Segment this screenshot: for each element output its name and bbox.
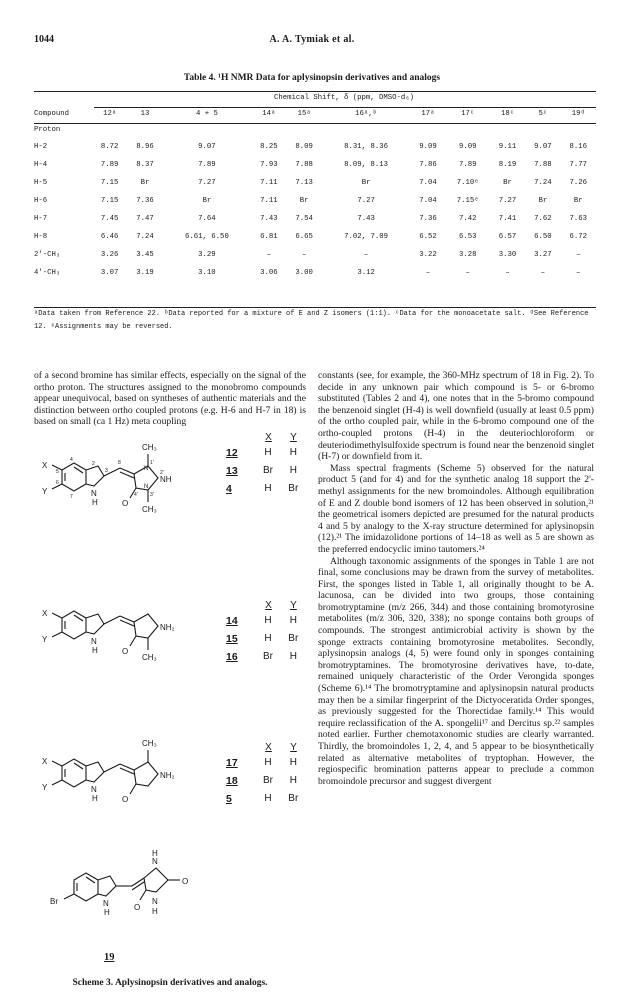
- shift-header: Chemical Shift, δ (ppm, DMSO-d₆): [273, 94, 415, 102]
- nh-label: NH: [160, 475, 172, 484]
- column-header: 14ᵃ: [262, 110, 276, 118]
- right-column-text: [318, 370, 594, 787]
- shift-cell: 8.19: [498, 161, 517, 169]
- carbonyl-bond: [140, 890, 146, 900]
- table-row: [34, 192, 596, 210]
- shift-cell: –: [576, 269, 581, 277]
- left-column-text: of a second bromine has similar effects, especially on the signal of the ortho proton. The structures assigned to the monobromo compounds appear unequivocal, based on syntheses of authentic materials and the distinction between ortho coupled protons (e.g. H-6 and H-7 in 18) is based on small (ca 1 Hz) meta coupling: [34, 370, 306, 428]
- table-row: [34, 264, 596, 282]
- structure-17-18-5: [52, 750, 158, 794]
- y-bond: [52, 632, 62, 637]
- pyrrole-ring: [86, 762, 104, 782]
- x-value: Br: [262, 651, 273, 662]
- shift-cell: 3.06: [260, 269, 278, 277]
- indole-n-label: N: [91, 785, 97, 794]
- pyrrole-ring: [98, 876, 116, 896]
- paragraph: Although taxonomic assignments of the sponges in Table 1 are not final, some conclusions may be drawn from the survey of metabolites. First, the sponges listed in Table 1, all originally thought to be A. lacunosa, can be divided into two groups, those containing bromotryptamine (m/z 266, 344) and those containing bromotyrosine metabolites (m/z 306, 320, 338); no sponge contains both groups of compounds. The strongest antimicrobial activity is shown by the sponge extracts containing bromotyrosine metabolites. Secondly, aplysinopsin analogs (4, 5) were found only in sponges containing bromotryptamines. The bromotyrosine derivatives have, to-date, remained uniquely characteristic of the Order Verongida sponges (Scheme 6).¹⁴ The bromotryptamine and aplysinopsin natural products may then be a similar fingerprint of the Dictyoceratida Order sponges, as previously suggested for the Thorectidae family.¹⁴ This would require reclassification of the A. spongelii¹⁷ and Dercitus sp.²² samples noted earlier. Further chemotaxonomic studies are clearly warranted. Thirdly, the bromoindoles 1, 2, 4, and 5 appear to be biosynthetically related as alternative metabolites of tryptophan. However, the regiospecific bromination patterns appear to preclude a common bromoindole precursor and suggest divergent: [318, 555, 594, 787]
- shift-cell: 7.89: [100, 161, 119, 169]
- column-header: 4 + 5: [195, 110, 218, 118]
- shift-cell: 3.10: [198, 269, 216, 277]
- table-row: [34, 210, 596, 228]
- shift-cell: 7.27: [498, 197, 517, 205]
- shift-header-row: [34, 90, 596, 106]
- x-bond: [52, 613, 62, 618]
- compound-header-row: [34, 106, 596, 122]
- indole-h-label: H: [104, 908, 110, 917]
- column-header: 12ᵃ: [103, 110, 117, 118]
- compound-number: 16: [226, 651, 238, 663]
- shift-cell: 6.46: [100, 233, 119, 241]
- paragraph: constants (see, for example, the 360-MHz spectrum of 18 in Fig. 2). To decide in any unknown pair which compound is 5- or 6-bromo substituted (Tables 2 and 4), one notes that in the 5-bromo compound the benzenoid singlet (H-4) is well downfield (usually at least 0.5 ppm) of the ortho coupled pair, while in the 6-bromo compound one of the ortho-coupled protons (H-4) in the deuteriochloroform or deuteriodimethylsulfoxide spectrum is found near the benzenoid singlet (H-7) or downfield from it.: [318, 370, 594, 463]
- shift-cell: 7.27: [198, 179, 216, 187]
- position-label: 4: [70, 457, 73, 463]
- shift-cell: 9.09: [458, 143, 477, 151]
- substituent-table-2: [226, 600, 306, 663]
- x-bond: [52, 761, 62, 766]
- n-label: N: [152, 857, 158, 866]
- column-header: 17ᶜ: [461, 110, 475, 118]
- shift-cell: Br: [299, 197, 309, 205]
- shift-cell: 7.11: [260, 197, 278, 205]
- proton-row-label: H-6: [34, 197, 48, 205]
- structure-19: [64, 868, 180, 901]
- shift-cell: 7.45: [100, 215, 119, 223]
- shift-cell: 3.26: [100, 251, 119, 259]
- shift-cell: 7.27: [357, 197, 375, 205]
- position-label: 2': [160, 470, 164, 476]
- table-footnotes: ᵃData taken from Reference 22. ᵇData reported for a mixture of E and Z isomers (1:1). ᶜData for the monoacetate salt. ᵈSee Reference 12. ᵉAssignments may be reversed.: [34, 310, 589, 331]
- shift-cell: 3.12: [357, 269, 375, 277]
- table-row: [34, 174, 596, 192]
- position-label: 3': [150, 492, 154, 498]
- proton-header-spacer: [92, 122, 596, 138]
- structure-12-13-4: [52, 454, 158, 502]
- substituent-x-label: X: [42, 609, 48, 618]
- shift-cell: 7.54: [295, 215, 313, 223]
- imidazolidone-ring: [134, 762, 158, 786]
- table-caption: Table 4. ¹H NMR Data for aplysinopsin derivatives and analogs: [183, 73, 441, 83]
- x-value: Br: [262, 775, 273, 786]
- shift-cell: 7.42: [458, 215, 477, 223]
- y-value: H: [289, 757, 297, 768]
- column-header: 17ᵃ: [421, 110, 435, 118]
- shift-cell: 3.29: [198, 251, 216, 259]
- shift-cell: 3.45: [136, 251, 154, 259]
- shift-cell: Br: [361, 179, 371, 187]
- shift-cell: 8.37: [136, 161, 154, 169]
- nmr-table-body: [34, 138, 596, 282]
- running-title: A. A. Tymiak et al.: [269, 34, 355, 45]
- methine-double-bond: [132, 882, 144, 890]
- position-label: 5: [56, 469, 59, 475]
- shift-cell: 7.04: [419, 179, 437, 187]
- compound-number: 14: [226, 615, 238, 627]
- compound-19-label: 19: [104, 952, 115, 963]
- shift-cell: 7.88: [295, 161, 313, 169]
- shift-cell: 7.24: [534, 179, 552, 187]
- position-label: 8: [118, 460, 121, 466]
- shift-cell: 7.36: [136, 197, 154, 205]
- shift-cell: 6.57: [498, 233, 517, 241]
- structure-19-labels: [50, 849, 188, 917]
- shift-cell: –: [425, 269, 431, 277]
- table-row: [34, 246, 596, 264]
- bromo-bond: [64, 894, 74, 899]
- position-label: 6: [56, 480, 59, 486]
- compound-number: 5: [226, 793, 232, 805]
- y-header: Y: [290, 742, 297, 753]
- methyl-label: CH₃: [142, 653, 157, 662]
- x-value: H: [264, 633, 272, 644]
- shift-cell: –: [363, 251, 369, 259]
- shift-cell: 3.00: [295, 269, 313, 277]
- shift-cell: 6.65: [295, 233, 313, 241]
- shift-cell: Br: [202, 197, 212, 205]
- shift-cell: 6.50: [534, 233, 552, 241]
- shift-cell: 7.62: [534, 215, 552, 223]
- indole-n-label: N: [91, 637, 97, 646]
- shift-cell: 7.10ᵉ: [456, 179, 479, 187]
- y-value: H: [289, 465, 297, 476]
- carbonyl-o-label: O: [122, 795, 129, 804]
- shift-header-rule: [94, 107, 596, 108]
- shift-cell: 7.04: [419, 197, 437, 205]
- compound-number: 15: [226, 633, 238, 645]
- column-header: 18ᶜ: [500, 110, 515, 118]
- shift-cell: 8.09, 8.13: [344, 161, 388, 169]
- methine-bond: [132, 878, 144, 886]
- nh2-label: NH₂: [160, 623, 175, 632]
- x-value: H: [264, 447, 272, 458]
- compound-number: 17: [226, 757, 238, 769]
- exocyclic-bond: [104, 616, 120, 624]
- corner-cell: [34, 90, 92, 106]
- indole-h-label: H: [92, 498, 98, 507]
- y-header: Y: [290, 600, 297, 611]
- shift-cell: –: [505, 269, 510, 277]
- substituent-y-label: Y: [42, 783, 48, 792]
- shift-cell: 7.36: [419, 215, 437, 223]
- shift-cell: 7.77: [569, 161, 588, 169]
- shift-cell: 7.89: [198, 161, 216, 169]
- h-label: H: [152, 907, 158, 916]
- y-value: Br: [288, 483, 299, 494]
- proton-row-label: H-8: [34, 233, 48, 241]
- shift-cell: 8.72: [100, 143, 119, 151]
- shift-cell: Br: [538, 197, 548, 205]
- y-value: H: [289, 615, 297, 626]
- shift-cell: 3.30: [498, 251, 517, 259]
- carbonyl-o-label: O: [182, 877, 189, 886]
- shift-cell: 8.09: [295, 143, 313, 151]
- shift-cell: 7.86: [419, 161, 437, 169]
- shift-cell: 7.26: [569, 179, 588, 187]
- shift-cell: 6.53: [458, 233, 477, 241]
- substituent-table-3: [226, 742, 306, 805]
- n-label: N: [152, 897, 158, 906]
- x-header: X: [265, 742, 272, 753]
- column-header-rule: [34, 123, 596, 124]
- proton-row-label: H-2: [34, 143, 48, 151]
- y-header: Y: [290, 432, 297, 443]
- proton-row-label: H-5: [34, 179, 48, 187]
- x-header: X: [265, 600, 272, 611]
- paragraph: Mass spectral fragments (Scheme 5) observed for the natural product 5 (and for 4) and for the synthetic analog 18 support the 2'-methyl assignments for the new bromoindoles. Although equilibration of E and Z double bond isomers of 12 has been observed in solution,²¹ the geometrical isomers depicted are presumed for the natural products 4 and 5 by analogy to the X-ray structure determined for aplysinopsin (12).²¹ The imidazolidone portions of 14–18 as well as 5 are shown as the preferred endocyclic imino tautomers.²⁴: [318, 462, 594, 555]
- column-header: 16ᵃ,ᵇ: [355, 110, 378, 118]
- shift-cell: 7.43: [260, 215, 278, 223]
- compound-number: 13: [226, 465, 238, 477]
- y-value: H: [289, 447, 297, 458]
- indole-h-label: H: [92, 794, 98, 803]
- shift-cell: 3.19: [136, 269, 154, 277]
- proton-header-row: [34, 122, 596, 138]
- methyl-label: CH₃: [142, 443, 157, 452]
- x-value: H: [264, 615, 272, 626]
- bromine-label: Br: [50, 897, 58, 906]
- compound-number: 12: [226, 447, 238, 459]
- proton-row-label: H-7: [34, 215, 48, 223]
- shift-cell: 6.72: [569, 233, 588, 241]
- indole-n-label: N: [103, 899, 109, 908]
- shift-cell: 6.81: [260, 233, 278, 241]
- table-row: [34, 228, 596, 246]
- shift-cell: 7.64: [198, 215, 216, 223]
- x-value: H: [264, 757, 272, 768]
- substituent-y-label: Y: [42, 487, 48, 496]
- substituent-y-label: Y: [42, 635, 48, 644]
- shift-cell: 7.47: [136, 215, 154, 223]
- substituent-x-label: X: [42, 461, 48, 470]
- position-label: 2: [92, 461, 95, 467]
- shift-cell: 6.52: [419, 233, 437, 241]
- position-label: 3: [105, 468, 108, 474]
- exocyclic-bond: [104, 764, 120, 772]
- shift-cell: 9.07: [198, 143, 216, 151]
- shift-cell: 7.15: [100, 197, 119, 205]
- shift-cell: 7.15ᵉ: [456, 197, 479, 205]
- shift-cell: 7.63: [569, 215, 588, 223]
- table-row: [34, 138, 596, 156]
- position-label: 1': [150, 460, 154, 466]
- proton-row-label: H-4: [34, 161, 48, 169]
- proton-label: Proton: [34, 126, 61, 134]
- nmr-table: [34, 90, 596, 282]
- indole-n-label: N: [91, 489, 97, 498]
- shift-cell: 9.09: [419, 143, 437, 151]
- shift-cell: 7.24: [136, 233, 154, 241]
- compound-number: 18: [226, 775, 238, 787]
- proton-row-label: 4'-CH₃: [34, 269, 61, 277]
- pyrrole-ring: [86, 466, 104, 486]
- x-value: H: [264, 793, 272, 804]
- scheme-3-figure: [34, 428, 306, 976]
- shift-cell: 9.07: [534, 143, 552, 151]
- shift-cell: 6.61, 6.50: [185, 233, 229, 241]
- carbonyl-bond: [130, 636, 136, 646]
- shift-cell: 9.11: [498, 143, 517, 151]
- position-label: 7: [70, 494, 73, 500]
- carbonyl-o-label: O: [122, 499, 129, 508]
- shift-cell: 7.11: [260, 179, 278, 187]
- substituent-x-label: X: [42, 757, 48, 766]
- methyl-label: CH₃: [142, 739, 157, 748]
- y-value: Br: [288, 633, 299, 644]
- shift-cell: –: [540, 269, 546, 277]
- shift-cell: Br: [503, 179, 512, 187]
- x-header: X: [265, 432, 272, 443]
- scheme-caption: Scheme 3. Aplysinopsin derivatives and analogs.: [72, 978, 268, 988]
- shift-cell: 8.31, 8.36: [344, 143, 388, 151]
- x-value: H: [264, 483, 272, 494]
- y-value: Br: [288, 793, 299, 804]
- shift-cell: 7.15: [100, 179, 119, 187]
- indole-h-label: H: [92, 646, 98, 655]
- shift-cell: 7.93: [260, 161, 278, 169]
- nh2-label: NH₂: [160, 771, 175, 780]
- hydantoin-ring: [144, 868, 168, 892]
- shift-cell: 8.96: [136, 143, 154, 151]
- shift-cell: 3.22: [419, 251, 437, 259]
- substituent-table-1: [226, 432, 306, 495]
- table-row: [34, 156, 596, 174]
- shift-cell: 7.89: [458, 161, 477, 169]
- compound-number: 4: [226, 483, 232, 495]
- shift-cell: Br: [140, 179, 150, 187]
- carbonyl-o-label: O: [134, 903, 141, 912]
- shift-cell: 7.43: [357, 215, 375, 223]
- shift-cell: 3.27: [534, 251, 552, 259]
- shift-cell: 8.25: [260, 143, 278, 151]
- shift-cell: –: [301, 251, 307, 259]
- shift-cell: 3.07: [100, 269, 119, 277]
- column-header: 13: [140, 110, 150, 118]
- column-header: 19ᵈ: [571, 110, 585, 118]
- shift-cell: –: [576, 251, 581, 259]
- imidazolidone-ring: [134, 614, 158, 638]
- shift-cell: 7.88: [534, 161, 552, 169]
- shift-cell: –: [266, 251, 272, 259]
- shift-cell: –: [465, 269, 470, 277]
- n-label: N: [144, 466, 149, 472]
- n-label: N: [144, 484, 149, 490]
- position-label: 4': [134, 492, 138, 498]
- shift-cell: 7.13: [295, 179, 313, 187]
- shift-cell: 3.28: [458, 251, 477, 259]
- compound-label: Compound: [34, 110, 70, 118]
- x-value: Br: [262, 465, 273, 476]
- page-number: 1044: [34, 34, 54, 45]
- structure-14-16-labels: [42, 609, 175, 662]
- shift-cell: Br: [573, 197, 583, 205]
- carbonyl-o-label: O: [122, 647, 129, 656]
- y-value: H: [289, 775, 297, 786]
- shift-cell: 7.41: [498, 215, 517, 223]
- shift-cell: 7.02, 7.09: [344, 233, 388, 241]
- carbonyl-bond: [130, 784, 136, 794]
- structure-14-16: [52, 611, 158, 650]
- y-value: H: [289, 651, 297, 662]
- column-header: 15ᵃ: [297, 110, 311, 118]
- y-bond: [52, 780, 62, 785]
- pyrrole-ring: [86, 614, 104, 634]
- h-label: H: [152, 849, 158, 858]
- methyl-label: CH₃: [142, 505, 157, 514]
- column-header: 5ᶜ: [538, 110, 548, 118]
- proton-row-label: 2'-CH₃: [34, 251, 61, 259]
- shift-cell: 8.16: [569, 143, 588, 151]
